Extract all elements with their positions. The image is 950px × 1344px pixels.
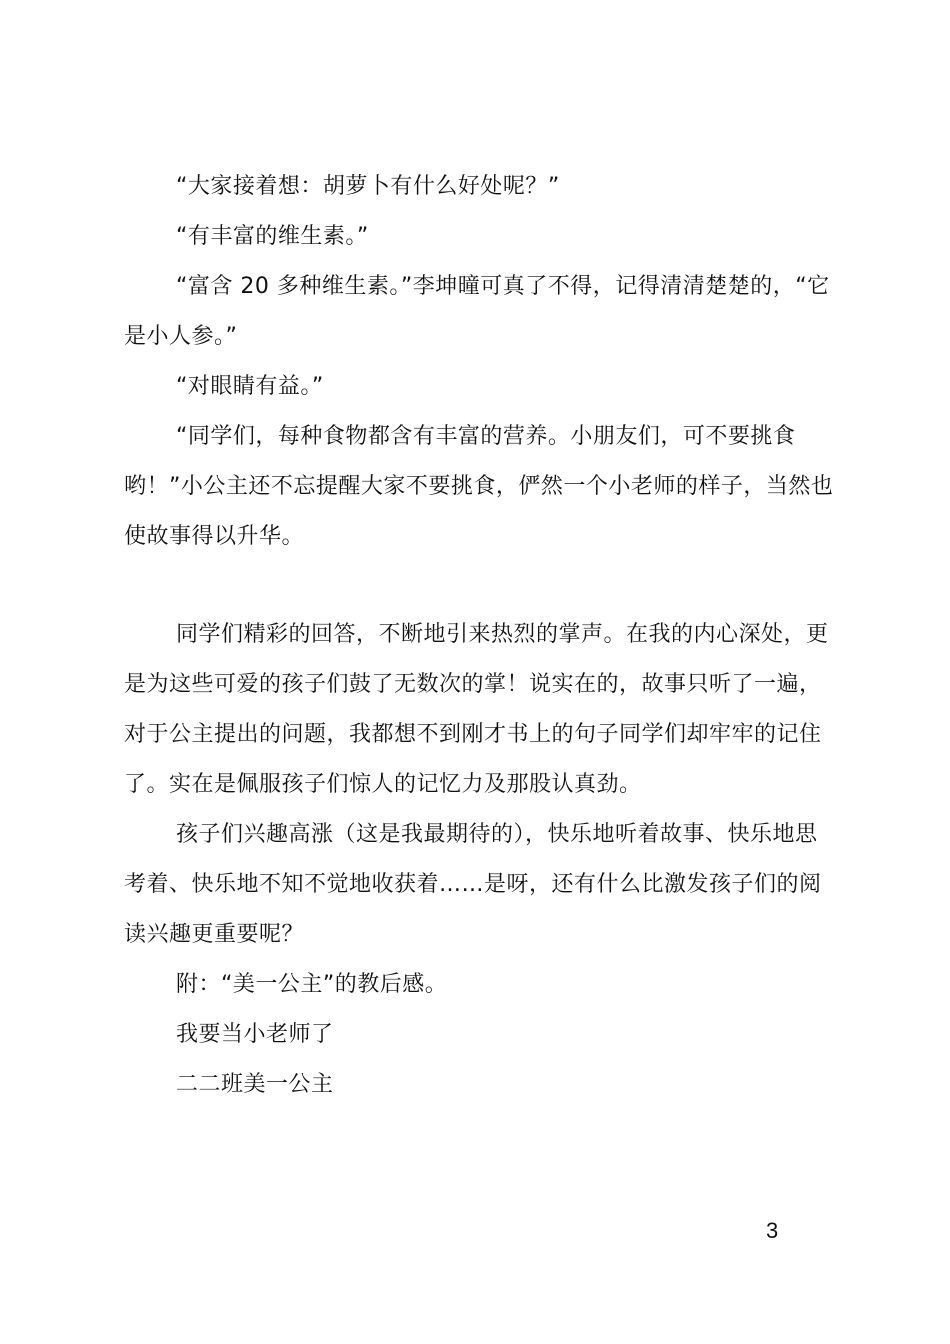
paragraph-eyes-answer: “对眼睛有益。” xyxy=(176,374,324,399)
appendix-author: 二二班美一公主 xyxy=(176,1072,334,1097)
paragraph-applause: 同学们精彩的回答，不断地引来热烈的掌声。在我的内心深处，更是为这些可爱的孩子们鼓了无数次的掌！说实在的，故事只听了一遍，对于公主提出的问题，我都想不到刚才书上的句子同学们却牢牢的记住了。实在是佩服孩子们惊人的记忆力及那股认真劲。 xyxy=(124,622,829,797)
appendix-line: 附：“美一公主”的教后感。 xyxy=(176,972,448,997)
paragraph-no-picky-eating: “同学们，每种食物都含有丰富的营养。小朋友们，可不要挑食哟！”小公主还不忘提醒大家不要挑食，俨然一个小老师的样子，当然也使故事得以升华。 xyxy=(124,424,834,549)
paragraph-carrot-question: “大家接着想：胡萝卜有什么好处呢？” xyxy=(176,174,560,199)
paragraph-reading-interest: 孩子们兴趣高涨（这是我最期待的），快乐地听着故事、快乐地思考着、快乐地不知不觉地收获着……是呀，还有什么比激发孩子们的阅读兴趣更重要呢？ xyxy=(124,822,822,947)
dialogue-section xyxy=(124,162,834,562)
paragraph-vitamins-answer: “有丰富的维生素。” xyxy=(176,224,369,249)
page-number: 3 xyxy=(766,1218,779,1243)
appendix-title: 我要当小老师了 xyxy=(176,1022,334,1047)
paragraph-ginseng-answer: “富含 20 多种维生素。”李坤曈可真了不得，记得清清楚楚的，“它是小人参。” xyxy=(124,274,830,349)
reflection-section xyxy=(124,610,834,1110)
